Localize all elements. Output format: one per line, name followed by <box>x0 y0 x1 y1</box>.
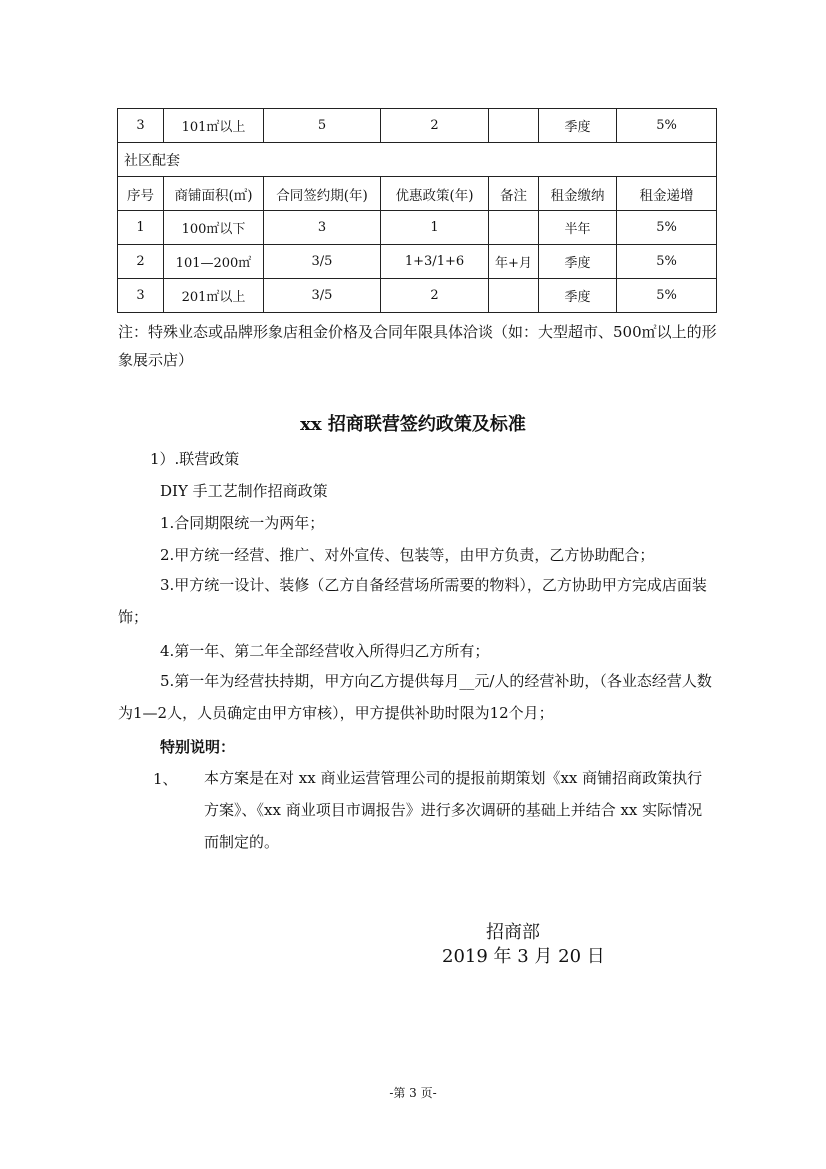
page-number: -第 3 页- <box>389 1086 437 1100</box>
policy-item: 4.第一年、第二年全部经营收入所得归乙方所有； <box>160 642 490 660</box>
policy-item: 1.合同期限统一为两年； <box>160 514 325 532</box>
table-row <box>118 279 717 313</box>
table-row <box>118 211 717 245</box>
table-cell: 5% <box>617 211 717 245</box>
table-cell: 3/5 <box>264 245 381 279</box>
table-cell: 年+月 <box>489 245 539 279</box>
table-cell: 201㎡以上 <box>164 279 264 313</box>
table-cell: 3/5 <box>264 279 381 313</box>
table-cell: 3 <box>264 211 381 245</box>
policy-heading: 1）.联营政策 <box>150 450 240 468</box>
table-cell: 3 <box>118 109 164 143</box>
table-cell: 1+3/1+6 <box>381 245 489 279</box>
special-item-text: 本方案是在对 xx 商业运营管理公司的提报前期策划《xx 商铺招商政策执行方案》、《xx 商业项目市调报告》进行多次调研的基础上并结合 xx 实际情况而制定的。 <box>204 769 703 851</box>
table-cell: 季度 <box>539 109 617 143</box>
special-heading: 特别说明： <box>160 738 236 756</box>
table-cell <box>489 109 539 143</box>
table-cell: 2 <box>118 245 164 279</box>
column-header: 商铺面积(㎡) <box>164 177 264 211</box>
section-label: 社区配套 <box>118 143 717 177</box>
policy-item: 5.第一年为经营扶持期，甲方向乙方提供每月__元/人的经营补助，（各业态经营人数为1—2人，人员确定由甲方审核），甲方提供补助时限为12个月； <box>118 672 712 722</box>
table-note: 注：特殊业态或品牌形象店租金价格及合同年限具体洽谈（如：大型超市、500㎡以上的形象展示店） <box>118 323 717 369</box>
column-header: 备注 <box>489 177 539 211</box>
table-section-row <box>118 143 717 177</box>
table-cell: 101㎡以上 <box>164 109 264 143</box>
policy-subheading: DIY 手工艺制作招商政策 <box>160 482 328 500</box>
column-header: 租金递增 <box>617 177 717 211</box>
table-cell: 2 <box>381 279 489 313</box>
column-header: 序号 <box>118 177 164 211</box>
table-cell: 100㎡以下 <box>164 211 264 245</box>
table-row <box>118 109 717 143</box>
table-row <box>118 245 717 279</box>
table-cell: 3 <box>118 279 164 313</box>
table-cell <box>489 279 539 313</box>
special-item-number: 1、 <box>153 770 178 788</box>
table-cell: 5% <box>617 279 717 313</box>
policy-item: 2.甲方统一经营、推广、对外宣传、包装等，由甲方负责，乙方协助配合； <box>160 546 655 564</box>
signature-date: 2019 年 3 月 20 日 <box>442 946 605 967</box>
table-cell: 5 <box>264 109 381 143</box>
table-cell: 半年 <box>539 211 617 245</box>
policy-item: 3.甲方统一设计、装修（乙方自备经营场所需要的物料），乙方协助甲方完成店面装饰； <box>118 576 707 626</box>
table-cell: 2 <box>381 109 489 143</box>
column-header: 租金缴纳 <box>539 177 617 211</box>
table-cell: 季度 <box>539 279 617 313</box>
rent-policy-table <box>117 108 717 313</box>
signature-dept: 招商部 <box>486 922 540 943</box>
table-cell: 5% <box>617 109 717 143</box>
table-cell: 1 <box>381 211 489 245</box>
table-header-row <box>118 177 717 211</box>
table-cell: 1 <box>118 211 164 245</box>
table-cell: 5% <box>617 245 717 279</box>
table-cell: 101—200㎡ <box>164 245 264 279</box>
column-header: 合同签约期(年) <box>264 177 381 211</box>
table-cell <box>489 211 539 245</box>
section-title: xx 招商联营签约政策及标准 <box>300 414 526 435</box>
table-cell: 季度 <box>539 245 617 279</box>
column-header: 优惠政策(年) <box>381 177 489 211</box>
